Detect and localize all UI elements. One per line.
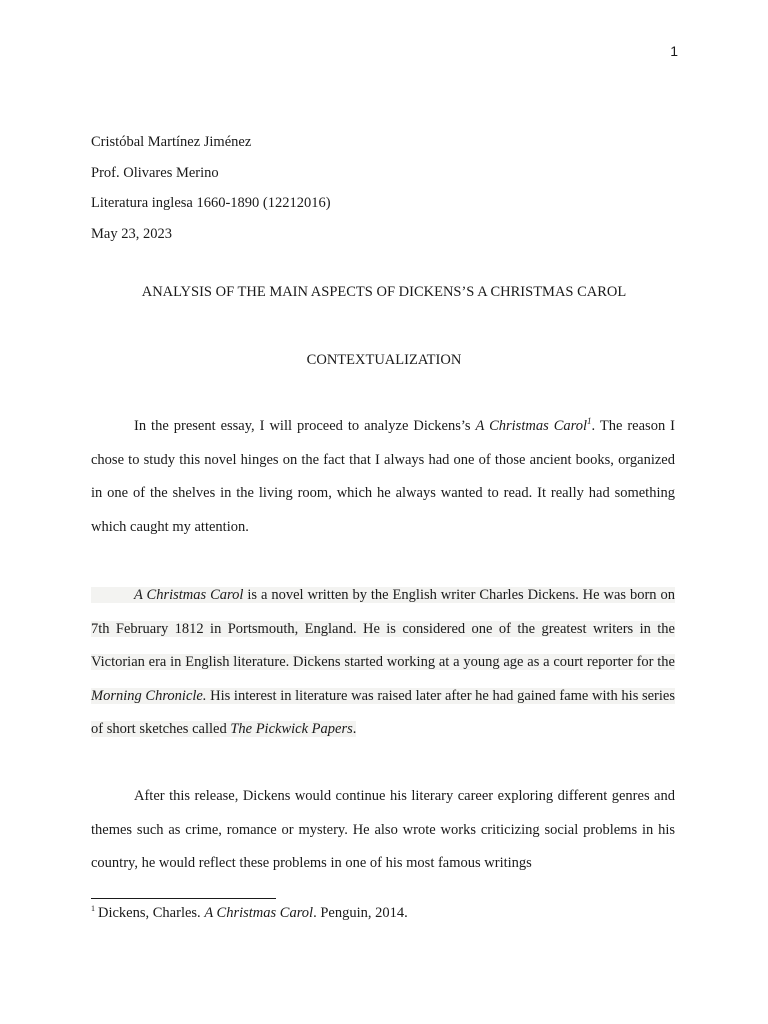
footnote bbox=[91, 905, 408, 922]
paragraph-1 bbox=[91, 410, 675, 544]
paragraph-1-text-a: In the present essay, I will proceed to analyze Dickens’s bbox=[134, 418, 476, 434]
paragraph-1-book-title: A Christmas Carol bbox=[475, 418, 587, 434]
paragraph-3-text: After this release, Dickens would continue his literary career exploring different genres and themes such as crime, romance or mystery. He also wrote works criticizing social problems in his country, he would reflect these problems in one of his most famous writings bbox=[91, 788, 675, 871]
document-header bbox=[91, 127, 331, 249]
paragraph-2-text-c: . bbox=[352, 721, 357, 737]
document-date: May 23, 2023 bbox=[91, 225, 172, 242]
author-name: Cristóbal Martínez Jiménez bbox=[91, 134, 252, 150]
professor-name: Prof. Olivares Merino bbox=[91, 164, 219, 181]
paragraph-2 bbox=[91, 579, 675, 747]
footnote-reference[interactable]: 1 bbox=[587, 416, 592, 427]
section-heading: CONTEXTUALIZATION bbox=[306, 352, 462, 368]
paragraph-2-text-a: is a novel written by the English writer Charles Dickens. He was born on 7th February 1812 in Portsmouth, England. He is considered one of the greatest writers in the Victorian era in English literature. Dickens started working at a young age as a court reporter for the bbox=[91, 587, 675, 670]
paragraph-2-newspaper: Morning Chronicle. bbox=[91, 687, 207, 704]
essay-title: ANALYSIS OF THE MAIN ASPECTS OF DICKENS’S A CHRISTMAS CAROL bbox=[141, 284, 627, 300]
paragraph-1-text-b: . The reason I chose to study this novel hinges on the fact that I always had one of those ancient books, organized in one of the shelves in the living room, which he always wanted to read. It really had something which caught my attention. bbox=[91, 418, 676, 535]
course-name: Literatura inglesa 1660-1890 (12212016) bbox=[91, 195, 331, 211]
paragraph-2-text-b: His interest in literature was raised later after he had gained fame with his series of short sketches called bbox=[91, 687, 675, 737]
page-number: 1 bbox=[670, 43, 678, 59]
footnote-separator bbox=[91, 898, 276, 899]
footnote-publication: . Penguin, 2014. bbox=[313, 905, 408, 921]
paragraph-2-sketches-title: The Pickwick Papers bbox=[230, 721, 353, 737]
footnote-marker: 1 bbox=[91, 904, 95, 914]
footnote-book-title: A Christmas Carol bbox=[204, 905, 314, 921]
footnote-author: Dickens, Charles. bbox=[98, 905, 205, 921]
paragraph-2-book-title: A Christmas Carol bbox=[134, 587, 244, 603]
paragraph-3 bbox=[91, 780, 675, 881]
